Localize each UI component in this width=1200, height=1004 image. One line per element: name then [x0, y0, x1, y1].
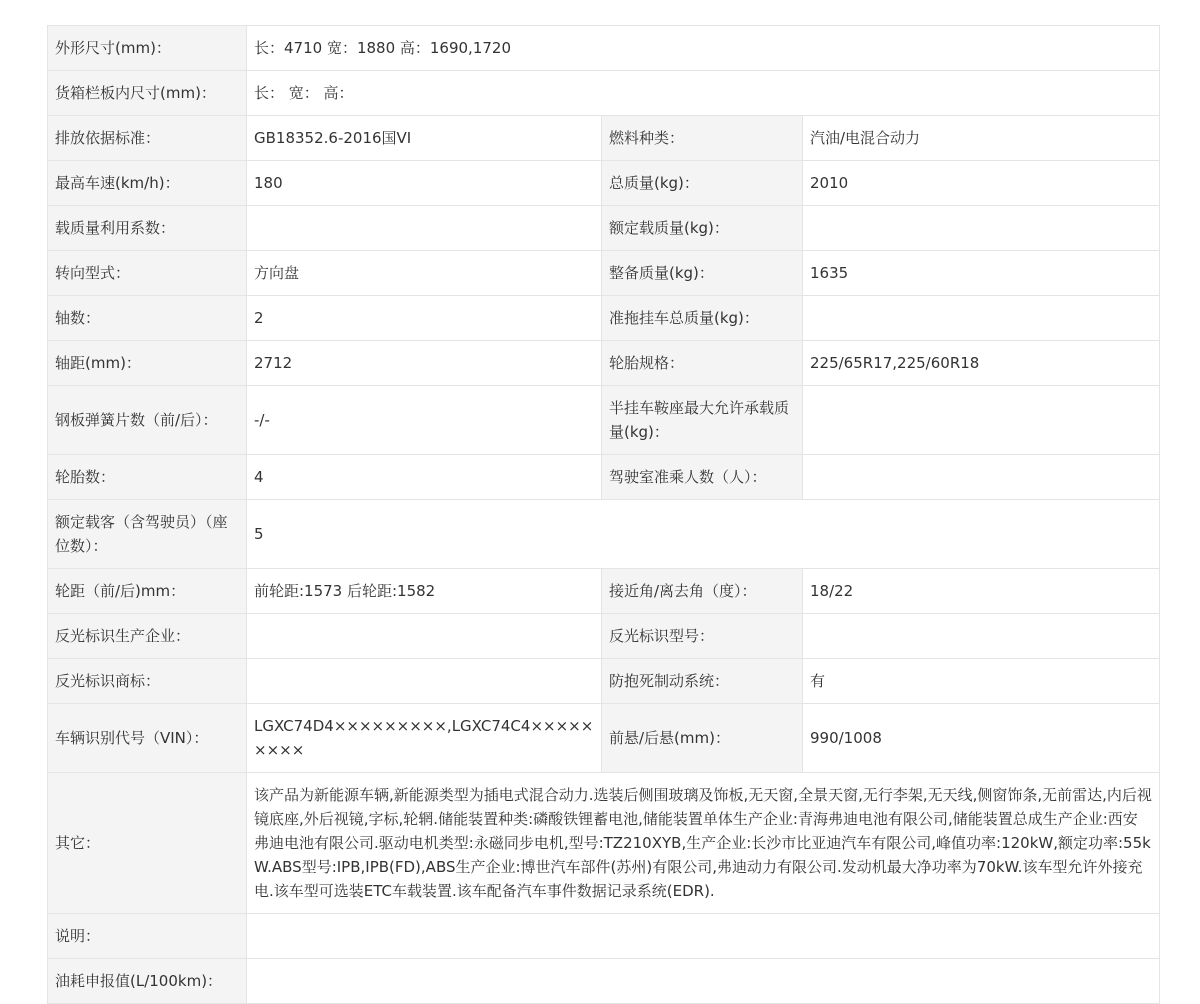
- spec-row: [48, 500, 1160, 569]
- spec-label: 反光标识生产企业：: [48, 614, 247, 659]
- spec-value: 990/1008: [803, 704, 1160, 773]
- spec-label: 排放依据标准：: [48, 116, 247, 161]
- spec-row: [48, 773, 1160, 914]
- spec-label: 整备质量(kg)：: [602, 251, 803, 296]
- spec-value: 2: [247, 296, 602, 341]
- spec-row: [48, 341, 1160, 386]
- spec-label: 油耗申报值(L/100km)：: [48, 959, 247, 1004]
- spec-value: [803, 386, 1160, 455]
- spec-label: 轮距（前/后)mm：: [48, 569, 247, 614]
- spec-value: [803, 296, 1160, 341]
- spec-value: [803, 614, 1160, 659]
- spec-value: 该产品为新能源车辆,新能源类型为插电式混合动力.选装后侧围玻璃及饰板,无天窗,全景天窗,无行李架,无天线,侧窗饰条,无前雷达,内后视镜底座,外后视镜,字标,轮辋.储能装置种类:磷酸铁锂蓄电池,储能装置单体生产企业:青海弗迪电池有限公司,储能装置总成生产企业:西安弗迪电池有限公司.驱动电机类型:永磁同步电机,型号:TZ210XYB,生产企业:长沙市比亚迪汽车有限公司,峰值功率:120kW,额定功率:55kW.ABS型号:IPB,IPB(FD),ABS生产企业:博世汽车部件(苏州)有限公司,弗迪动力有限公司.发动机最大净功率为70kW.该车型允许外接充电.该车型可选装ETC车载装置.该车配备汽车事件数据记录系统(EDR).: [247, 773, 1160, 914]
- spec-value: GB18352.6-2016国VI: [247, 116, 602, 161]
- spec-value: 方向盘: [247, 251, 602, 296]
- spec-row: [48, 251, 1160, 296]
- spec-value: 180: [247, 161, 602, 206]
- spec-label: 驾驶室准乘人数（人）：: [602, 455, 803, 500]
- spec-value: [803, 455, 1160, 500]
- spec-value: 4: [247, 455, 602, 500]
- spec-row: [48, 455, 1160, 500]
- spec-value: 汽油/电混合动力: [803, 116, 1160, 161]
- spec-label: 车辆识别代号（VIN）：: [48, 704, 247, 773]
- spec-value: 2010: [803, 161, 1160, 206]
- spec-value: [247, 614, 602, 659]
- spec-label: 说明：: [48, 914, 247, 959]
- spec-label: 钢板弹簧片数（前/后）：: [48, 386, 247, 455]
- spec-row: [48, 704, 1160, 773]
- spec-value: [247, 659, 602, 704]
- spec-value: [247, 206, 602, 251]
- spec-row: [48, 386, 1160, 455]
- spec-row: [48, 959, 1160, 1004]
- spec-table-body: [48, 26, 1160, 1004]
- spec-label: 最高车速(km/h)：: [48, 161, 247, 206]
- spec-label: 接近角/离去角（度）：: [602, 569, 803, 614]
- spec-row: [48, 614, 1160, 659]
- spec-label: 前悬/后悬(mm)：: [602, 704, 803, 773]
- spec-label: 轴距(mm)：: [48, 341, 247, 386]
- spec-value: LGXC74D4×××××××××,LGXC74C4×××××××××: [247, 704, 602, 773]
- spec-row: [48, 296, 1160, 341]
- spec-label: 反光标识商标：: [48, 659, 247, 704]
- spec-label: 准拖挂车总质量(kg)：: [602, 296, 803, 341]
- spec-row: [48, 659, 1160, 704]
- spec-label: 载质量利用系数：: [48, 206, 247, 251]
- spec-label: 其它：: [48, 773, 247, 914]
- spec-label: 轮胎数：: [48, 455, 247, 500]
- spec-value: 长： 宽： 高：: [247, 71, 1160, 116]
- spec-value: -/-: [247, 386, 602, 455]
- spec-label: 额定载质量(kg)：: [602, 206, 803, 251]
- spec-row: [48, 206, 1160, 251]
- spec-label: 转向型式：: [48, 251, 247, 296]
- spec-value: [247, 959, 1160, 1004]
- spec-value: [803, 206, 1160, 251]
- spec-label: 防抱死制动系统：: [602, 659, 803, 704]
- spec-label: 轮胎规格：: [602, 341, 803, 386]
- spec-row: [48, 71, 1160, 116]
- spec-value: 225/65R17,225/60R18: [803, 341, 1160, 386]
- spec-label: 货箱栏板内尺寸(mm)：: [48, 71, 247, 116]
- spec-label: 燃料种类：: [602, 116, 803, 161]
- spec-value: [247, 914, 1160, 959]
- spec-row: [48, 116, 1160, 161]
- spec-label: 额定载客（含驾驶员）（座位数）：: [48, 500, 247, 569]
- spec-value: 长：4710 宽：1880 高：1690,1720: [247, 26, 1160, 71]
- spec-label: 总质量(kg)：: [602, 161, 803, 206]
- spec-row: [48, 569, 1160, 614]
- spec-value: 5: [247, 500, 1160, 569]
- spec-label: 反光标识型号：: [602, 614, 803, 659]
- spec-row: [48, 26, 1160, 71]
- spec-value: 有: [803, 659, 1160, 704]
- spec-label: 轴数：: [48, 296, 247, 341]
- spec-label: 半挂车鞍座最大允许承载质量(kg)：: [602, 386, 803, 455]
- spec-value: 18/22: [803, 569, 1160, 614]
- spec-row: [48, 161, 1160, 206]
- spec-value: 前轮距:1573 后轮距:1582: [247, 569, 602, 614]
- spec-value: 2712: [247, 341, 602, 386]
- vehicle-spec-table: [47, 25, 1160, 1004]
- spec-row: [48, 914, 1160, 959]
- spec-value: 1635: [803, 251, 1160, 296]
- spec-label: 外形尺寸(mm)：: [48, 26, 247, 71]
